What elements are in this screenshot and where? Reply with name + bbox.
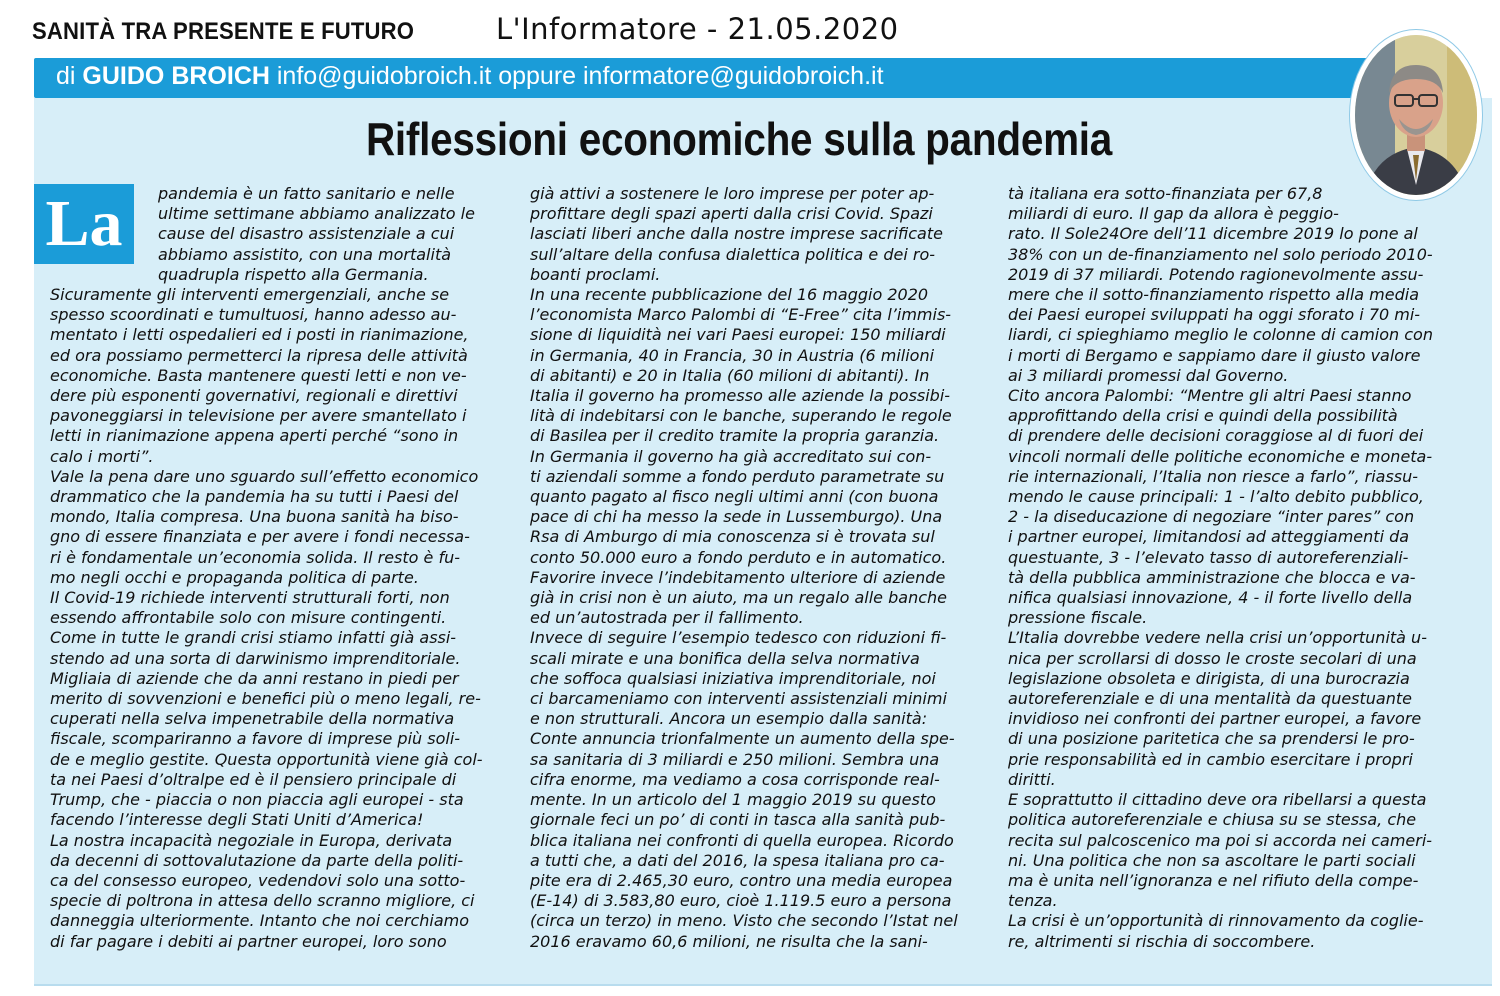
text-line: abbiamo assistito, con una mortalità [158, 244, 452, 264]
text-line: blica italiana nei confronti di quella europea. Ricordo [530, 830, 954, 850]
text-line: In Germania il governo ha già accreditato sui con- [530, 446, 932, 466]
text-line: drammatico che la pandemia ha su tutti i Paesi del [50, 487, 459, 507]
text-line: pandemia è un fatto sanitario e nelle [158, 184, 455, 203]
article-headline: Riflessioni economiche sulla pandemia [365, 113, 1113, 165]
text-line: re, altrimenti si rischia di soccombere. [1008, 931, 1316, 951]
text-line: pressione fiscale. [1008, 608, 1148, 628]
text-line: invidioso nei confronti dei partner europei, a favore [1008, 709, 1422, 729]
column-1 [50, 184, 490, 952]
text-line: Migliaia di aziende che da anni restano in piedi per [50, 668, 459, 688]
text-line: cifra enorme, ma vediamo a cosa corrisponde real- [530, 769, 940, 789]
text-line: diritti. [1008, 769, 1056, 789]
text-line: dei Paesi europei sviluppati ha oggi sforato i 70 mi- [1008, 305, 1421, 325]
text-line: recita sul palcoscenico ma poi si accorda nei cameri- [1008, 830, 1433, 850]
text-line: Il Covid-19 richiede interventi strutturali forti, non [50, 588, 450, 608]
text-line: 2 - la diseducazione di negoziare “inter pares” con [1008, 507, 1415, 527]
text-line: i partner europei, limitandosi ad atteggiamenti da [1008, 527, 1410, 547]
text-line: l’economista Marco Palombi di “E-Free” cita l’immis- [530, 305, 952, 325]
text-line: Conte annuncia trionfalmente un aumento della spe- [530, 729, 955, 749]
text-line: scali mirate e una bonifica della selva normativa [530, 648, 920, 668]
author-portrait [1350, 30, 1482, 200]
text-line: ma è unita nell’ignoranza e nel rifiuto della compe- [1008, 870, 1419, 890]
text-line: autoreferenziale e di una mentalità da questuante [1008, 689, 1412, 709]
text-line: sull’altare della confusa dialettica politica e dei ro- [530, 244, 936, 264]
text-line: approfittando della crisi e quindi della possibilità [1008, 406, 1398, 426]
text-line: quadrupla rispetto alla Germania. [158, 264, 429, 284]
text-line: E soprattutto il cittadino deve ora ribellarsi a questa [1008, 790, 1427, 810]
text-line: di Basilea per il credito tramite la propria garanzia. [530, 426, 940, 446]
text-line: merito di sovvenzioni e benefici più o meno legali, re- [50, 689, 481, 709]
text-line: 2016 eravamo 60,6 milioni, ne risulta che la sani- [530, 931, 928, 951]
text-line: nica per scrollarsi di dosso le croste secolari di una [1008, 648, 1417, 668]
text-line: (circa un terzo) in meno. Visto che secondo l’Istat nel [530, 911, 958, 931]
text-line: a tutti che, a dati del 2016, la spesa italiana pro ca- [530, 850, 945, 870]
text-line: liardi, ci spieghiamo meglio le colonne di camion con [1008, 325, 1433, 345]
text-line: L’Italia dovrebbe vedere nella crisi un’opportunità u- [1008, 628, 1427, 648]
text-line: che soffoca qualsiasi iniziativa imprenditoriale, noi [530, 668, 936, 688]
text-line: mere che il sotto-finanziamento rispetto alla media [1008, 285, 1420, 305]
text-line: essendo affrontabile solo con misure contingenti. [50, 608, 447, 628]
text-line: Favorire invece l’indebitamento ulteriore di aziende [530, 567, 946, 587]
text-line: rie internazionali, l’Italia non riesce a farlo”, riassu- [1008, 466, 1419, 486]
text-line: lità di indebitarsi con le banche, superando le regole [530, 406, 952, 426]
text-line: conto 50.000 euro a fondo perduto e in automatico. [530, 547, 947, 567]
text-line: di prendere delle decisioni coraggiose al di fuori dei [1008, 426, 1424, 446]
text-line: Invece di seguire l’esempio tedesco con riduzioni fi- [530, 628, 947, 648]
text-line: ca del consesso europeo, vedendovi solo una sotto- [50, 870, 466, 890]
author-name: GUIDO BROICH [82, 62, 270, 90]
text-line: mo negli occhi e propaganda politica di parte. [50, 567, 419, 587]
text-line: nifica qualsiasi innovazione, 4 - il forte livello della [1008, 588, 1413, 608]
text-line: Vale la pena dare uno sguardo sull’effetto economico [50, 466, 479, 486]
text-line: La crisi è un’opportunità di rinnovamento da coglie- [1008, 911, 1424, 931]
text-line: boanti proclami. [530, 264, 661, 284]
byline-bar [34, 58, 1462, 98]
text-line: ni. Una politica che non sa ascoltare le parti sociali [1008, 850, 1416, 870]
text-line: ai 3 miliardi promessi dal Governo. [1008, 365, 1289, 385]
text-line: politica autoreferenziale e chiusa su se stessa, che [1008, 810, 1417, 830]
text-line: da decenni di sottovalutazione da parte della politi- [50, 850, 464, 870]
text-line: lasciati liberi anche dalla nostre imprese sacrificate [530, 224, 943, 244]
text-line: (E-14) di 3.583,80 euro, cioè 1.119.5 euro a persona [530, 891, 952, 911]
author-contacts: info@guidobroich.it oppure informatore@guidobroich.it [276, 62, 884, 90]
text-line: pace di chi ha messo la sede in Lussemburgo). Una [530, 507, 943, 527]
bottom-rule [34, 984, 1492, 986]
text-line: di una posizione paritetica che sa prendersi le pro- [1008, 729, 1415, 749]
text-line: mente. In un articolo del 1 maggio 2019 su questo [530, 790, 936, 810]
text-line: tà della pubblica amministrazione che blocca e va- [1008, 567, 1416, 587]
text-line: calo i morti”. [50, 446, 154, 466]
text-line: 38% con un de-finanziamento nel solo periodo 2010- [1008, 244, 1433, 264]
drop-cap: La [34, 184, 134, 264]
text-line: tà italiana era sotto-finanziata per 67,8 [1008, 184, 1323, 203]
text-line: ri è fondamentale un’economia solida. Il resto è fu- [50, 547, 461, 567]
text-line: in Germania, 40 in Francia, 30 in Austria (6 milioni [530, 345, 935, 365]
text-line: letti in rianimazione appena aperti perché “sono in [50, 426, 459, 446]
text-line: 2019 di 37 miliardi. Potendo ragionevolmente assu- [1008, 264, 1424, 284]
text-line: di far pagare i debiti ai partner europei, loro sono [50, 931, 447, 951]
text-line: pite era di 2.465,30 euro, contro una media europea [530, 870, 953, 890]
text-line: pavoneggiarsi in televisione per avere smantellato i [50, 406, 467, 426]
text-line: Sicuramente gli interventi emergenziali, anche se [50, 285, 450, 305]
text-line: de e meglio gestite. Questa opportunità viene già col- [50, 749, 483, 769]
text-line: quanto pagato al fisco negli ultimi anni (con buona [530, 487, 939, 507]
author-photo-icon [1355, 35, 1477, 195]
text-line: danneggia ulteriormente. Intanto che noi cerchiamo [50, 911, 470, 931]
text-line: La nostra incapacità negoziale in Europa, derivata [50, 830, 453, 850]
text-line: prie responsabilità ed in cambio esercitare i propri [1008, 749, 1413, 769]
text-line: cuperati nella selva impenetrabile della normativa [50, 709, 455, 729]
text-line: già attivi a sostenere le loro imprese per poter ap- [530, 184, 935, 203]
text-line: già in crisi non è un aiuto, ma un regalo alle banche [530, 588, 947, 608]
text-line: specie di poltrona in attesa dello scranno migliore, ci [50, 891, 475, 911]
text-line: economiche. Basta mantenere questi letti e non ve- [50, 365, 467, 385]
text-line: Italia il governo ha promesso alle aziende la possibi- [530, 386, 951, 406]
text-line: mentato i letti ospedalieri ed i posti in rianimazione, [50, 325, 469, 345]
text-line: mondo, Italia compresa. Una buona sanità ha biso- [50, 507, 459, 527]
text-line: sa sanitaria di 3 miliardi e 250 milioni. Sembra una [530, 749, 940, 769]
column-1-lead [50, 184, 490, 285]
text-line: tenza. [1008, 891, 1058, 911]
text-line: e non strutturali. Ancora un esempio dalla sanità: [530, 709, 928, 729]
text-line: ultime settimane abbiamo analizzato le [158, 204, 475, 224]
text-line: spesso scoordinati e tumultuosi, hanno adesso au- [50, 305, 457, 325]
source-date-label: L'Informatore - 21.05.2020 [496, 12, 899, 46]
text-line: fiscale, scompariranno a favore di imprese più soli- [50, 729, 461, 749]
text-line: facendo l’interesse degli Stati Uniti d’America! [50, 810, 424, 830]
text-line: ed un’autostrada per il fallimento. [530, 608, 804, 628]
text-line: miliardi di euro. Il gap da allora è peggio- [1008, 204, 1339, 224]
text-line: dere più esponenti governativi, regionali e direttivi [50, 386, 458, 406]
text-line: Come in tutte le grandi crisi stiamo infatti già assi- [50, 628, 457, 648]
text-line: In una recente pubblicazione del 16 maggio 2020 [530, 285, 929, 305]
text-line: ta nei Paesi d’oltralpe ed è il pensiero principale di [50, 769, 457, 789]
section-label: SANITÀ TRA PRESENTE E FUTURO [32, 18, 415, 45]
text-line: vincoli normali delle politiche economiche e moneta- [1008, 446, 1433, 466]
byline-prefix: di [56, 62, 76, 90]
text-line: mendo le cause principali: 1 - l’alto debito pubblico, [1008, 487, 1424, 507]
text-line: gno di essere finanziata e per avere i fondi necessa- [50, 527, 470, 547]
text-line: Cito ancora Palombi: “Mentre gli altri Paesi stanno [1008, 386, 1412, 406]
text-line: Trump, che - piaccia o non piaccia agli europei - sta [50, 790, 464, 810]
text-line: sione di liquidità nei vari Paesi europei: 150 miliardi [530, 325, 946, 345]
column-3 [1008, 184, 1453, 952]
text-line: profittare degli spazi aperti dalla crisi Covid. Spazi [530, 204, 933, 224]
text-line: di abitanti) e 20 in Italia (60 milioni di abitanti). In [530, 365, 930, 385]
column-1-body [50, 285, 490, 952]
text-line: Rsa di Amburgo di mia conoscenza si è trovata sul [530, 527, 935, 547]
text-line: ci barcameniamo con interventi assistenziali minimi [530, 689, 947, 709]
text-line: legislazione obsoleta e dirigista, di una burocrazia [1008, 668, 1410, 688]
text-line: cause del disastro assistenziale a cui [158, 224, 455, 244]
text-line: ti aziendali somme a fondo perduto parametrate su [530, 466, 945, 486]
text-line: questuante, 3 - l’elevato tasso di autoreferenziali- [1008, 547, 1409, 567]
text-line: giornale feci un po’ di conti in tasca alla sanità pub- [530, 810, 946, 830]
text-line: stendo ad una sorta di darwinismo imprenditoriale. [50, 648, 461, 668]
column-2 [530, 184, 975, 952]
text-line: rato. Il Sole24Ore dell’11 dicembre 2019 lo pone al [1008, 224, 1418, 244]
text-line: i morti di Bergamo e sappiamo dare il giusto valore [1008, 345, 1421, 365]
byline-text [56, 62, 884, 91]
text-line: ed ora possiamo permetterci la ripresa delle attività [50, 345, 468, 365]
